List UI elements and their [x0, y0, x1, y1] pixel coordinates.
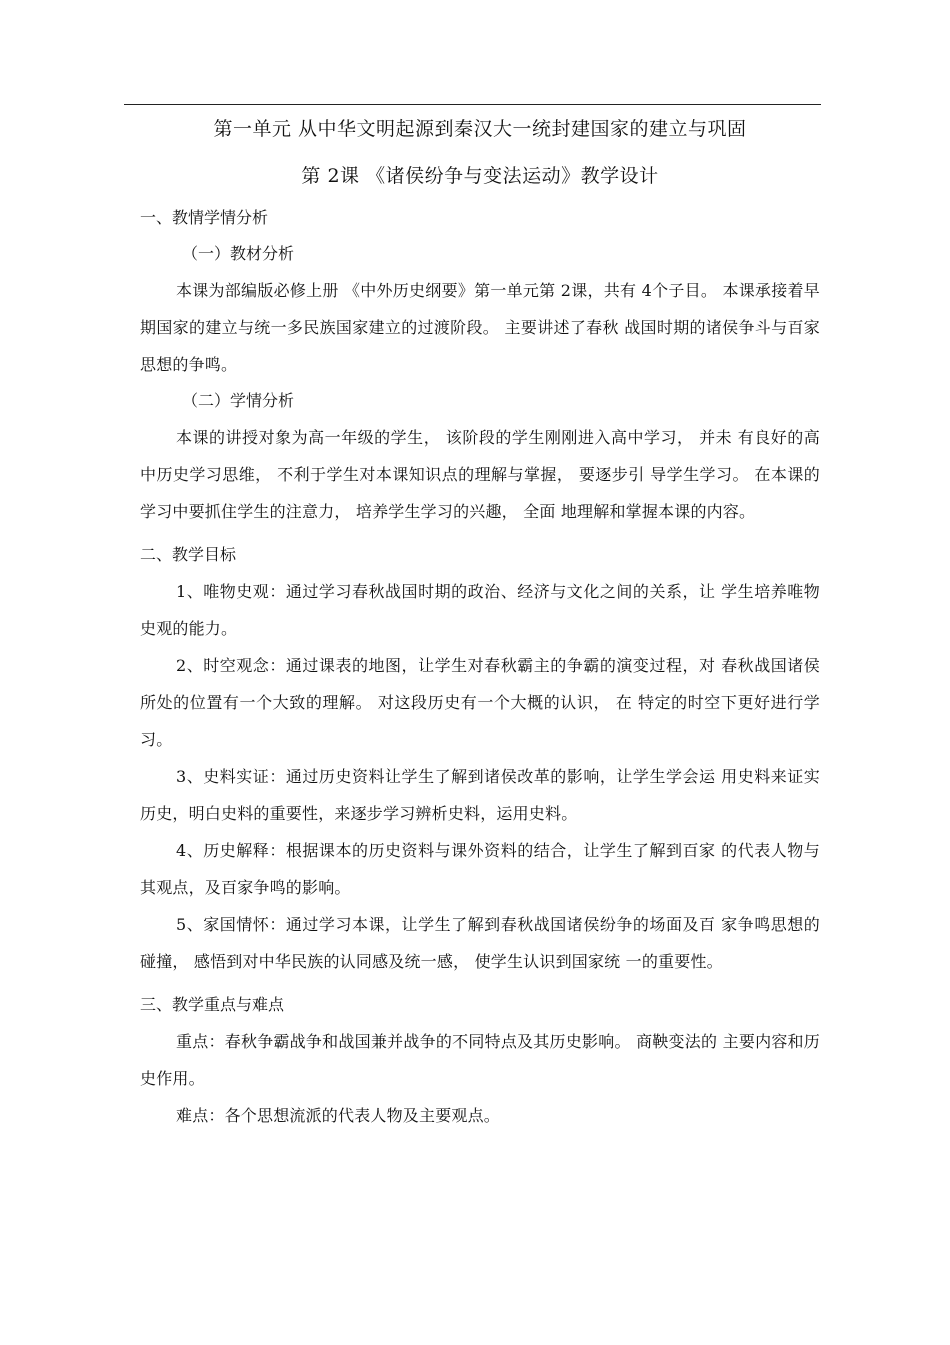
document-body [140, 112, 820, 1134]
subheading-student-analysis: （二）学情分析 [182, 391, 295, 410]
section-heading-analysis: 一、教情学情分析 [140, 208, 269, 227]
goal-item: 3、史料实证：通过历史资料让学生了解到诸侯改革的影响，让学生学会运 用史料来证实历史，明白史料的重要性，来逐步学习辨析史料，运用史料。 [140, 767, 820, 823]
goal-item: 2、时空观念：通过课表的地图，让学生对春秋霸主的争霸的演变过程，对 春秋战国诸侯所处的位置有一个大致的理解。 对这段历史有一个大概的认识， 在 特定的时空下更好进行学习。 [140, 656, 820, 749]
goal-item: 1、唯物史观：通过学习春秋战国时期的政治、经济与文化之间的关系，让 学生培养唯物史观的能力。 [140, 582, 820, 638]
goal-item: 5、家国情怀：通过学习本课，让学生了解到春秋战国诸侯纷争的场面及百 家争鸣思想的碰撞， 感悟到对中华民族的认同感及统一感， 使学生认识到国家统 一的重要性。 [140, 915, 820, 971]
paragraph-key-point: 重点：春秋争霸战争和战国兼并战争的不同特点及其历史影响。 商鞅变法的 主要内容和历史作用。 [140, 1032, 820, 1088]
paragraph-textbook-analysis: 本课为部编版必修上册 《中外历史纲要》第一单元第 2课，共有 4个子目。 本课承接着早期国家的建立与统一多民族国家建立的过渡阶段。 主要讲述了春秋 战国时期的诸侯争斗与百家思想的争鸣。 [140, 281, 820, 374]
goal-item: 4、历史解释：根据课本的历史资料与课外资料的结合，让学生了解到百家 的代表人物与其观点，及百家争鸣的影响。 [140, 841, 820, 897]
lesson-title: 第 2课 《诸侯纷争与变法运动》教学设计 [301, 165, 659, 187]
section-heading-key-points: 三、教学重点与难点 [140, 995, 285, 1014]
subheading-textbook-analysis: （一）教材分析 [182, 244, 295, 263]
section-heading-goals: 二、教学目标 [140, 545, 237, 564]
paragraph-difficulty: 难点：各个思想流派的代表人物及主要观点。 [176, 1106, 501, 1125]
paragraph-student-analysis: 本课的讲授对象为高一年级的学生， 该阶段的学生刚刚进入高中学习， 并未 有良好的高中历史学习思维， 不利于学生对本课知识点的理解与掌握， 要逐步引 导学生学习。 在本课的学习中要抓住学生的注意力， 培养学生学习的兴趣， 全面 地理解和掌握本课的内容。 [140, 428, 820, 521]
header-rule [124, 104, 821, 105]
unit-title: 第一单元 从中华文明起源到秦汉大一统封建国家的建立与巩固 [213, 118, 747, 140]
